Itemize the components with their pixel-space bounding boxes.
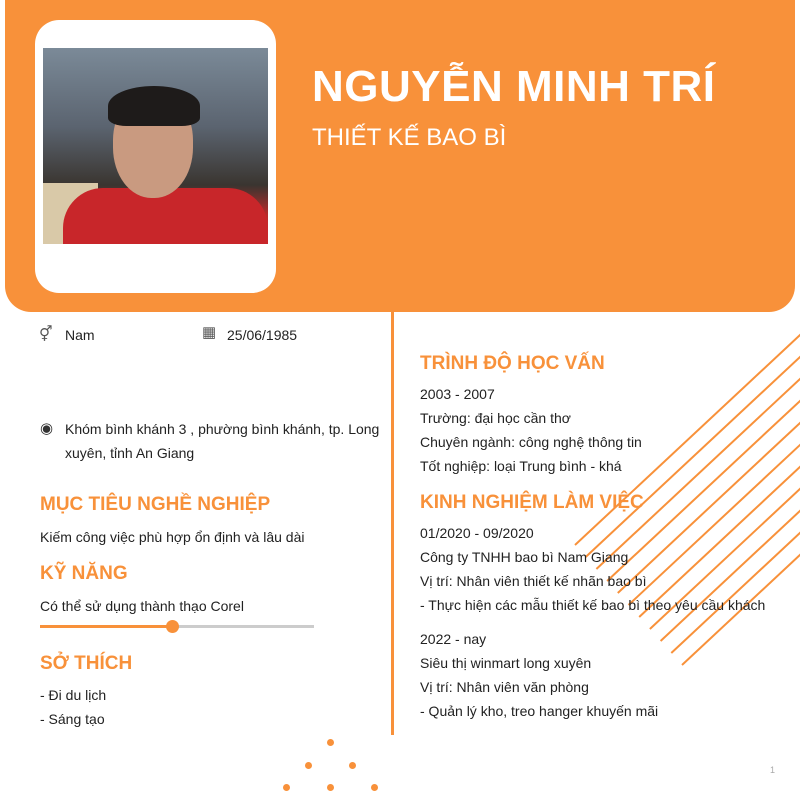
objective-heading: MỤC TIÊU NGHỀ NGHIỆP (40, 494, 271, 515)
location-pin-icon: ◉ (40, 420, 54, 437)
decor-dot (327, 739, 334, 746)
stripe-line (629, 325, 800, 605)
experience-line: Vị trí: Nhân viên thiết kế nhãn bao bì (420, 573, 647, 589)
experience-line: 2022 - nay (420, 631, 487, 647)
gender-value: Nam (65, 327, 95, 343)
decor-dot (327, 784, 334, 791)
education-line: Trường: đại học cần thơ (420, 410, 571, 426)
decor-dot (349, 762, 356, 769)
decor-dot (283, 784, 290, 791)
skill-level-bar (40, 625, 314, 628)
decor-dot (371, 784, 378, 791)
experience-line: Siêu thị winmart long xuyên (420, 655, 592, 671)
calendar-icon: ▦ (202, 324, 217, 341)
experience-line: Vị trí: Nhân viên văn phòng (420, 679, 589, 695)
experience-line: Công ty TNHH bao bì Nam Giang (420, 549, 629, 565)
column-divider (391, 312, 394, 735)
skill-name: Có thể sử dụng thành thạo Corel (40, 598, 244, 614)
experience-heading: KINH NGHIỆM LÀM VIỆC (420, 492, 644, 513)
decor-dot (305, 762, 312, 769)
stripe-line (682, 385, 800, 665)
profile-photo (43, 48, 268, 244)
gender-icon: ⚥ (39, 326, 53, 343)
education-line: 2003 - 2007 (420, 386, 495, 402)
experience-line: - Thực hiện các mẫu thiết kế bao bì theo yêu cầu khách (420, 597, 766, 613)
objective-text: Kiếm công việc phù hợp ổn định và lâu dài (40, 529, 305, 545)
education-line: Tốt nghiệp: loại Trung bình - khá (420, 458, 622, 474)
education-heading: TRÌNH ĐỘ HỌC VẤN (420, 353, 605, 374)
skill-level-knob (166, 620, 179, 633)
skills-heading: KỸ NĂNG (40, 563, 128, 584)
address-line-1: Khóm bình khánh 3 , phường bình khánh, tp. Long (65, 421, 380, 437)
hobby-item: - Đi du lịch (40, 687, 107, 703)
experience-line: - Quản lý kho, treo hanger khuyến mãi (420, 703, 659, 719)
job-title: THIẾT KẾ BAO BÌ (312, 124, 507, 151)
education-line: Chuyên ngành: công nghệ thông tin (420, 434, 642, 450)
hobby-item: - Sáng tạo (40, 711, 105, 727)
candidate-name: NGUYỄN MINH TRÍ (312, 62, 716, 111)
address-line-2: xuyên, tỉnh An Giang (65, 445, 195, 461)
page-number: 1 (770, 765, 776, 775)
experience-line: 01/2020 - 09/2020 (420, 525, 534, 541)
birthdate-value: 25/06/1985 (227, 327, 298, 343)
stripe-line (586, 277, 800, 557)
hobbies-heading: SỞ THÍCH (40, 653, 133, 674)
